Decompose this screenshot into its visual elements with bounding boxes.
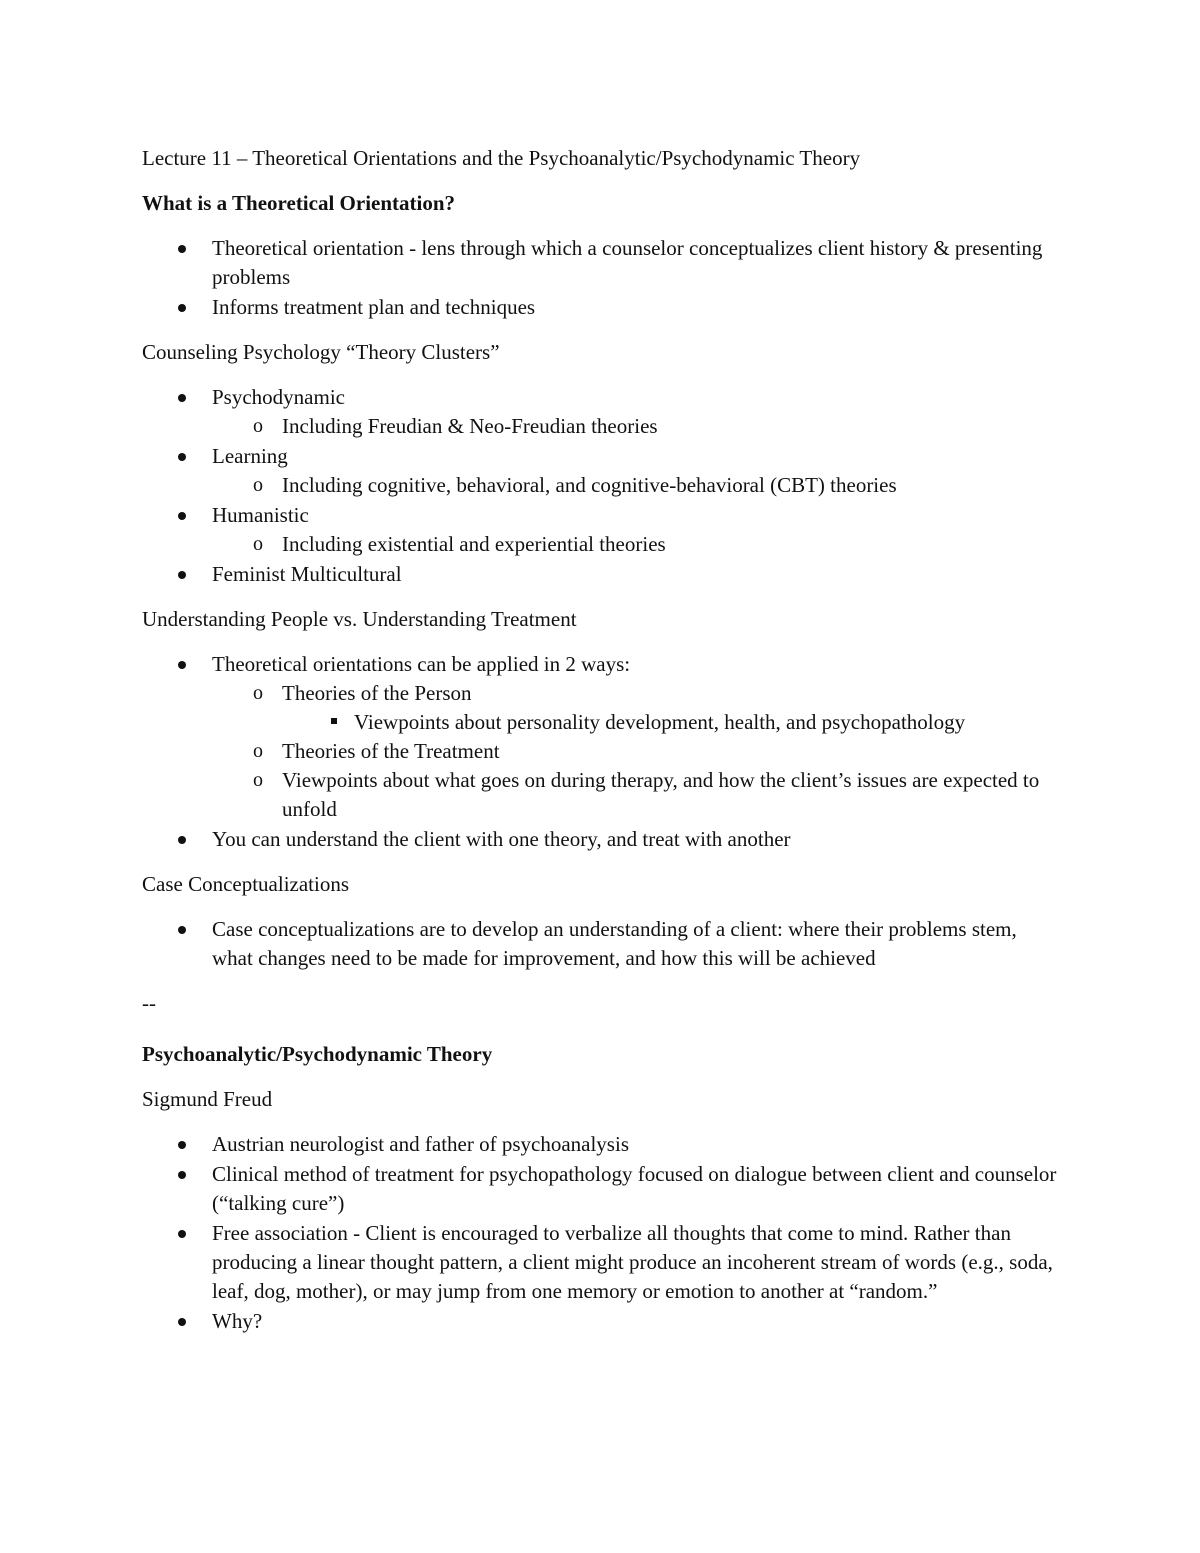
freud-list [142, 1130, 1062, 1336]
heading-theoretical-orientation: What is a Theoretical Orientation? [142, 191, 456, 215]
list-item: Austrian neurologist and father of psychoanalysis [142, 1130, 1062, 1159]
document-page [142, 144, 1062, 1352]
section-separator: -- [142, 991, 156, 1015]
bullet-icon [172, 1160, 192, 1189]
list-item: Informs treatment plan and techniques [142, 293, 1062, 322]
sub-list-item: o Viewpoints about what goes on during therapy, and how the client’s issues are expected to unfold [212, 766, 1062, 824]
list-item: Humanistic o Including existential and experiential theories [142, 501, 1062, 559]
circle-bullet-icon: o [253, 769, 263, 791]
sub-list-item: o Including cognitive, behavioral, and cognitive-behavioral (CBT) theories [212, 471, 1062, 500]
heading-sigmund-freud: Sigmund Freud [142, 1087, 273, 1111]
bullet-icon [172, 442, 192, 471]
sub-list [212, 530, 1062, 559]
circle-bullet-icon: o [253, 533, 263, 555]
bullet-icon [172, 501, 192, 530]
sub-sub-list-item: Viewpoints about personality development, health, and psychopathology [282, 708, 1062, 737]
circle-bullet-icon: o [253, 740, 263, 762]
bullet-icon [172, 825, 192, 854]
sub-list-item: o Including Freudian & Neo-Freudian theories [212, 412, 1062, 441]
sub-list [212, 412, 1062, 441]
heading-theory-clusters: Counseling Psychology “Theory Clusters” [142, 340, 500, 364]
bullet-icon [172, 383, 192, 412]
list-item: Theoretical orientations can be applied in 2 ways: o Theories of the Person Viewpoints about personality development, health, and psychopathology o Theories of the Treatment o Viewpoints about what goes on during therapy, and how the client’s issues are expected to unfold [142, 650, 1062, 824]
sub-list-item: o Including existential and experiential theories [212, 530, 1062, 559]
circle-bullet-icon: o [253, 415, 263, 437]
bullet-icon [172, 293, 192, 322]
square-bullet-icon [324, 708, 344, 737]
sub-list [212, 471, 1062, 500]
sub-list-item: o Theories of the Person Viewpoints about personality development, health, and psychopathology [212, 679, 1062, 737]
list-item: Theoretical orientation - lens through which a counselor conceptualizes client history & presenting problems [142, 234, 1062, 292]
bullet-icon [172, 915, 192, 944]
bullet-icon [172, 234, 192, 263]
lecture-title: Lecture 11 – Theoretical Orientations and the Psychoanalytic/Psychodynamic Theory [142, 146, 861, 170]
bullet-icon [172, 1307, 192, 1336]
theoretical-orientation-list [142, 234, 1062, 322]
sub-list-item: o Theories of the Treatment [212, 737, 1062, 766]
sub-list [212, 679, 1062, 824]
bullet-icon [172, 1130, 192, 1159]
circle-bullet-icon: o [253, 682, 263, 704]
list-item: Learning o Including cognitive, behavioral, and cognitive-behavioral (CBT) theories [142, 442, 1062, 500]
list-item: Psychodynamic o Including Freudian & Neo-Freudian theories [142, 383, 1062, 441]
bullet-icon [172, 650, 192, 679]
list-item: Feminist Multicultural [142, 560, 1062, 589]
theory-clusters-list [142, 383, 1062, 589]
list-item: Case conceptualizations are to develop an understanding of a client: where their problems stem, what changes need to be made for improvement, and how this will be achieved [142, 915, 1062, 973]
heading-psychoanalytic-theory: Psychoanalytic/Psychodynamic Theory [142, 1042, 493, 1066]
circle-bullet-icon: o [253, 474, 263, 496]
heading-case-conceptualizations: Case Conceptualizations [142, 872, 350, 896]
bullet-icon [172, 560, 192, 589]
heading-understanding: Understanding People vs. Understanding Treatment [142, 607, 577, 631]
list-item: You can understand the client with one theory, and treat with another [142, 825, 1062, 854]
sub-sub-list [282, 708, 1062, 737]
bullet-icon [172, 1219, 192, 1248]
list-item: Free association - Client is encouraged to verbalize all thoughts that come to mind. Rather than producing a linear thought pattern, a client might produce an incoherent stream of words (e.g., soda, leaf, dog, mother), or may jump from one memory or emotion to another at “random.” [142, 1219, 1062, 1306]
list-item: Why? [142, 1307, 1062, 1336]
list-item: Clinical method of treatment for psychopathology focused on dialogue between client and counselor (“talking cure”) [142, 1160, 1062, 1218]
case-conceptualizations-list [142, 915, 1062, 973]
understanding-list [142, 650, 1062, 854]
